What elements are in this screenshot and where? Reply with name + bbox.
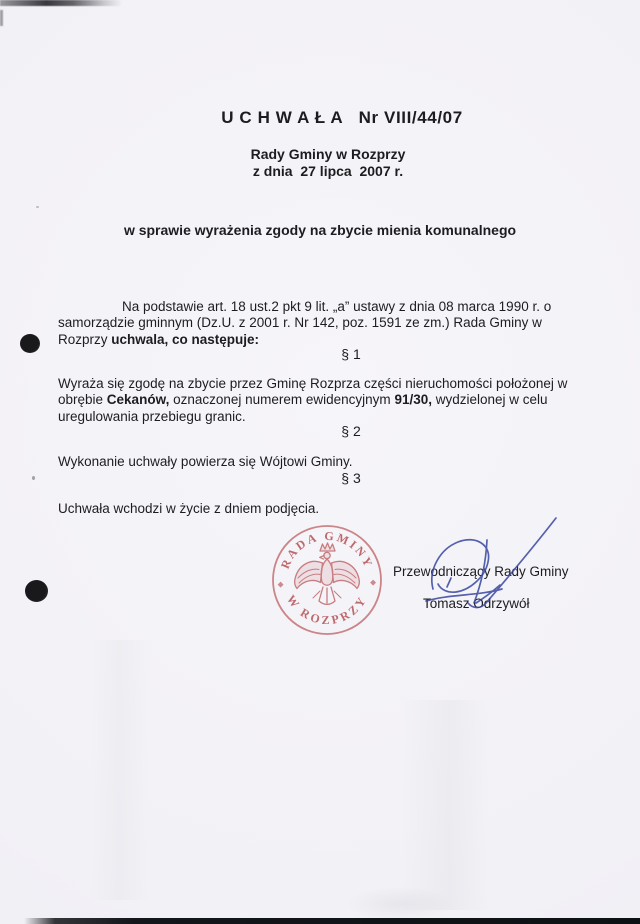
scanner-bottom-shadow bbox=[24, 918, 640, 924]
section-3-symbol: § 3 bbox=[341, 470, 361, 486]
section-1-symbol: § 1 bbox=[341, 346, 361, 362]
official-stamp bbox=[269, 522, 385, 638]
paper-crease bbox=[340, 880, 460, 920]
stamp-bottom-text: W ROZPRZY bbox=[283, 592, 370, 628]
signatory-name: Tomasz Odrzywół bbox=[423, 596, 530, 611]
section-1-bold-place: Cekanów, bbox=[106, 392, 170, 407]
section-2-body: Wykonanie uchwały powierza się Wójtowi Gminy. bbox=[58, 453, 353, 469]
document-subject: w sprawie wyrażenia zgody na zbycie mienia komunalnego bbox=[123, 222, 517, 238]
stamp-top-text: RADA GMINY bbox=[277, 528, 377, 571]
paper-crease bbox=[400, 700, 490, 910]
section-1-body bbox=[58, 376, 584, 426]
signatory-role: Przewodniczący Rady Gminy bbox=[393, 564, 569, 579]
scanner-edge-smudge bbox=[0, 0, 122, 6]
legal-basis-paragraph bbox=[58, 299, 584, 349]
section-1-bold-parcel: 91/30, bbox=[394, 392, 432, 407]
ink-speck bbox=[32, 476, 35, 480]
section-3-body: Uchwała wchodzi w życie z dniem podjęcia. bbox=[58, 500, 320, 516]
section-1-text: wydzielonej w celu uregulowania przebiegu granic. bbox=[58, 392, 548, 424]
section-2-symbol: § 2 bbox=[341, 423, 361, 439]
legal-basis-text: Na podstawie art. 18 ust.2 pkt 9 lit. „a” ustawy z dnia 08 marca 1990 r. o samorządzie gminnym (Dz.U. z 2001 r. Nr 142, poz. 1591 ze zm.) Rada Gminy w Rozprzy bbox=[58, 298, 552, 347]
eagle-icon bbox=[295, 543, 360, 604]
paper-crease bbox=[90, 640, 150, 900]
section-1-text: Wyraża się zgodę na zbycie przez Gminę Rozprza części nieruchomości położonej w obrębie bbox=[58, 375, 568, 407]
document-title: U C H W A Ł A Nr VIII/44/07 bbox=[221, 108, 463, 127]
section-1-text: oznaczonej numerem ewidencyjnym bbox=[169, 392, 395, 407]
issuing-body: Rady Gminy w Rozprzy bbox=[250, 146, 406, 162]
hole-punch-mark bbox=[25, 580, 48, 602]
legal-basis-bold: uchwala, co następuje: bbox=[111, 331, 260, 347]
document-date: z dnia 27 lipca 2007 r. bbox=[252, 163, 404, 179]
hole-punch-mark bbox=[20, 334, 40, 353]
scanner-edge-speck bbox=[0, 10, 3, 26]
ink-speck bbox=[36, 206, 39, 208]
